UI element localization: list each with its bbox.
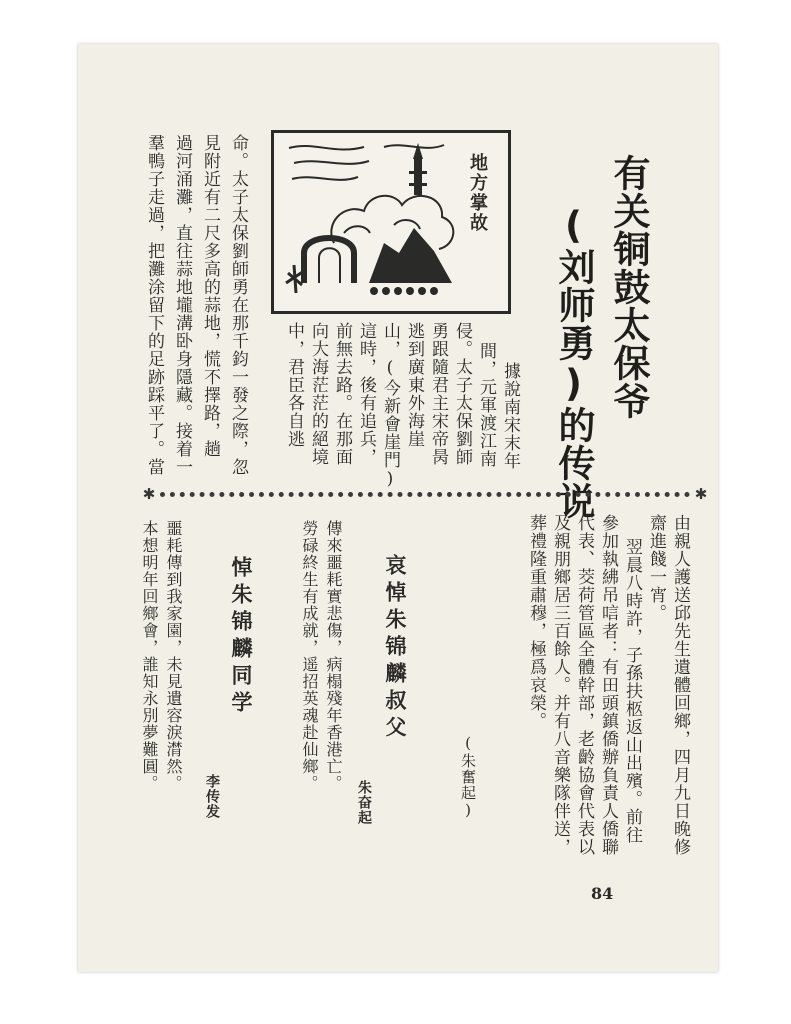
funeral-col-7: 葬禮隆重肅穆，極爲哀榮。 [526,514,546,730]
funeral-col-3: 翌晨八時許，子孫扶柩返山出殯。前往 [622,538,642,844]
poem1-title: 哀悼朱锦麟叔父 [383,554,407,743]
emblem-label: 地方掌故 [467,153,488,233]
poem1-line-1: 傳來噩耗實悲傷，病榻殘年香港亡。 [324,520,343,792]
column-emblem [271,130,511,314]
funeral-author: (朱奮起) [459,734,477,820]
poem2-line-2: 本想明年回鄉會，誰知永別夢難圓。 [140,520,159,792]
section-divider [142,484,708,504]
divider-star-icon: ✱ [142,485,156,503]
article-body-col-2: 間，元軍渡江南 [476,342,496,468]
poem1-author: 朱奋起 [356,780,372,825]
pagoda-landscape-illustration [274,133,464,305]
document-page [78,44,718,972]
poem1-line-2: 勞碌終生有成就，遥招英魂赴仙鄉。 [300,520,319,792]
article-body-col-10: 中，君臣各自逃 [284,322,304,448]
article-body-col-9: 向大海茫茫的絕境 [308,322,328,466]
funeral-col-2: 齋進餞一宵。 [646,514,666,622]
article-body-col-1: 據說南宋末年 [500,362,520,470]
article-body-col-5: 逃到廣東外海崖 [404,322,424,448]
article-body-col-6: 山，(今新會崖門) [380,322,400,490]
divider-star-icon: ✱ [694,485,708,503]
funeral-col-4: 參加執紼吊唁者：有田頭鎮僑辦負責人僑聯 [598,514,618,856]
poem2-author: 李传发 [204,774,220,819]
article-body-col-8: 前無去路。在那面 [332,322,352,466]
article-body-col-14: 羣鴨子走過，把灘涂留下的足跡踩平了。當 [144,134,164,476]
article-body-col-13: 過河涌灘，直往蒜地壠溝卧身隱藏。接着一 [172,134,192,476]
article-title-line2: (刘师勇)的传说 [552,204,595,520]
funeral-col-5: 代表、茭荷管區全體幹部，老齡協會代表以 [574,514,594,856]
article-title-line1: 有关铜鼓太保爷 [607,154,650,420]
article-body-col-12: 見附近有二尺多高的蒜地，慌不擇路，趟 [200,134,220,458]
poem2-title: 悼朱锦麟同学 [229,556,253,718]
article-body-col-3: 侵。太子太保劉師 [452,322,472,466]
article-body-col-7: 這時，後有追兵， [356,322,376,466]
divider-dotted-line [160,492,690,497]
funeral-col-1: 由親人護送邱先生遺體回鄉，四月九日晚修 [670,514,690,856]
article-body-col-4: 勇跟隨君主宋帝昺 [428,322,448,466]
funeral-col-6: 及親朋鄉居三百餘人。并有八音樂隊伴送， [550,514,570,856]
article-body-col-11: 命。太子太保劉師勇在那千鈞一發之際，忽 [228,134,248,476]
poem2-line-1: 噩耗傳到我家園，未見遺容淚潸然。 [164,520,183,792]
page-number: 84 [591,884,614,903]
